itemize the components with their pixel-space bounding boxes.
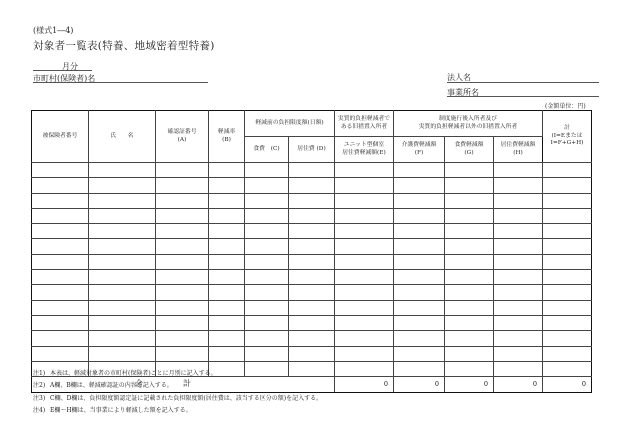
table-row bbox=[32, 346, 592, 361]
entry-cell[interactable] bbox=[32, 270, 89, 285]
entry-cell[interactable] bbox=[445, 270, 494, 285]
entry-cell[interactable] bbox=[156, 239, 209, 254]
entry-cell[interactable] bbox=[156, 285, 209, 300]
entry-cell[interactable] bbox=[543, 331, 592, 346]
entry-cell[interactable] bbox=[32, 315, 89, 330]
entry-cell[interactable] bbox=[289, 331, 335, 346]
entry-cell[interactable] bbox=[89, 224, 156, 239]
header-reduction-rate: 軽減率 (B) bbox=[209, 111, 245, 163]
entry-cell[interactable] bbox=[543, 208, 592, 223]
note-item: 注4) E欄～H欄は、当事業により軽減した額を記入する。 bbox=[33, 407, 192, 415]
entry-cell[interactable] bbox=[209, 193, 245, 208]
corporation-underline bbox=[447, 82, 599, 83]
entry-cell[interactable] bbox=[89, 331, 156, 346]
entry-cell[interactable] bbox=[209, 163, 245, 178]
entry-cell[interactable] bbox=[394, 163, 445, 178]
entry-cell[interactable] bbox=[394, 193, 445, 208]
entry-cell[interactable] bbox=[445, 300, 494, 315]
entry-cell[interactable] bbox=[394, 178, 445, 193]
entry-cell[interactable] bbox=[89, 300, 156, 315]
entry-cell[interactable] bbox=[335, 361, 394, 376]
table-row bbox=[32, 331, 592, 346]
total-row-label: 合計 bbox=[32, 377, 335, 393]
entry-cell[interactable] bbox=[156, 224, 209, 239]
entry-cell[interactable] bbox=[89, 163, 156, 178]
entry-cell[interactable] bbox=[445, 254, 494, 269]
entry-cell[interactable] bbox=[245, 193, 289, 208]
entry-cell[interactable] bbox=[543, 315, 592, 330]
entry-cell[interactable] bbox=[156, 315, 209, 330]
entry-cell[interactable] bbox=[289, 315, 335, 330]
entry-cell[interactable] bbox=[89, 285, 156, 300]
entry-cell[interactable] bbox=[156, 193, 209, 208]
entry-cell[interactable] bbox=[494, 178, 543, 193]
entry-cell[interactable] bbox=[335, 208, 394, 223]
amount-unit-label: (金額単位：円) bbox=[545, 103, 586, 110]
entry-cell[interactable] bbox=[245, 315, 289, 330]
entry-cell[interactable] bbox=[209, 315, 245, 330]
header-food-reduction: 食費軽減額 (G) bbox=[445, 137, 494, 163]
entry-cell[interactable] bbox=[543, 178, 592, 193]
header-unit-reduction: ユニット型個室 居住費軽減額(E) bbox=[335, 137, 394, 163]
entry-cell[interactable] bbox=[445, 224, 494, 239]
entry-cell[interactable] bbox=[289, 254, 335, 269]
entry-cell[interactable] bbox=[543, 270, 592, 285]
entry-cell[interactable] bbox=[245, 285, 289, 300]
entry-cell[interactable] bbox=[335, 300, 394, 315]
entry-cell[interactable] bbox=[394, 254, 445, 269]
entry-cell[interactable] bbox=[394, 361, 445, 376]
entry-cell[interactable] bbox=[445, 208, 494, 223]
entry-cell[interactable] bbox=[335, 331, 394, 346]
entry-cell[interactable] bbox=[394, 208, 445, 223]
entry-cell[interactable] bbox=[289, 346, 335, 361]
entry-cell[interactable] bbox=[394, 331, 445, 346]
entry-cell[interactable] bbox=[89, 270, 156, 285]
entry-cell[interactable] bbox=[494, 163, 543, 178]
table-row bbox=[32, 239, 592, 254]
entry-cell[interactable] bbox=[335, 193, 394, 208]
entry-cell[interactable] bbox=[335, 270, 394, 285]
entry-cell[interactable] bbox=[32, 208, 89, 223]
entry-cell[interactable] bbox=[445, 315, 494, 330]
total-food-reduction: 0 bbox=[445, 377, 494, 393]
table-row bbox=[32, 270, 592, 285]
entry-cell[interactable] bbox=[289, 300, 335, 315]
city-underline bbox=[33, 82, 208, 83]
total-unit-reduction: 0 bbox=[335, 377, 394, 393]
entry-cell[interactable] bbox=[394, 239, 445, 254]
entry-cell[interactable] bbox=[32, 285, 89, 300]
entry-cell[interactable] bbox=[289, 163, 335, 178]
entry-cell[interactable] bbox=[394, 300, 445, 315]
entry-cell[interactable] bbox=[394, 270, 445, 285]
entry-cell[interactable] bbox=[335, 254, 394, 269]
form-number: (様式1―4) bbox=[33, 26, 74, 35]
entry-cell[interactable] bbox=[494, 270, 543, 285]
entry-cell[interactable] bbox=[156, 300, 209, 315]
entry-cell[interactable] bbox=[335, 178, 394, 193]
entry-cell[interactable] bbox=[245, 300, 289, 315]
entry-cell[interactable] bbox=[543, 239, 592, 254]
entry-cell[interactable] bbox=[289, 239, 335, 254]
entry-cell[interactable] bbox=[289, 285, 335, 300]
entry-cell[interactable] bbox=[209, 224, 245, 239]
notes bbox=[33, 368, 322, 418]
entry-cell[interactable] bbox=[32, 254, 89, 269]
entry-cell[interactable] bbox=[245, 224, 289, 239]
entry-cell[interactable] bbox=[209, 300, 245, 315]
target-list-table bbox=[31, 110, 592, 393]
entry-cell[interactable] bbox=[89, 346, 156, 361]
entry-cell[interactable] bbox=[156, 270, 209, 285]
header-old-measure-group: 実質的負担軽減者で ある旧措置入所者 bbox=[335, 111, 394, 137]
entry-cell[interactable] bbox=[156, 163, 209, 178]
entry-cell[interactable] bbox=[335, 224, 394, 239]
entry-cell[interactable] bbox=[445, 285, 494, 300]
header-name: 氏 名 bbox=[89, 111, 156, 163]
header-housing-cost: 居住費 (D) bbox=[289, 137, 335, 163]
table-row bbox=[32, 224, 592, 239]
total-sum: 0 bbox=[543, 377, 592, 393]
table-row bbox=[32, 178, 592, 193]
entry-cell[interactable] bbox=[89, 208, 156, 223]
header-housing-reduction: 居住費軽減額 (H) bbox=[494, 137, 543, 163]
entry-cell[interactable] bbox=[445, 346, 494, 361]
table-row bbox=[32, 163, 592, 178]
entry-cell[interactable] bbox=[394, 346, 445, 361]
entry-cell[interactable] bbox=[32, 193, 89, 208]
entry-cell[interactable] bbox=[289, 178, 335, 193]
entry-cell[interactable] bbox=[245, 346, 289, 361]
entry-cell[interactable] bbox=[394, 285, 445, 300]
entry-cell[interactable] bbox=[394, 315, 445, 330]
entry-cell[interactable] bbox=[245, 239, 289, 254]
entry-cell[interactable] bbox=[209, 178, 245, 193]
header-insured-number: 被保険者番号 bbox=[32, 111, 89, 163]
entry-cell[interactable] bbox=[209, 346, 245, 361]
entry-cell[interactable] bbox=[89, 239, 156, 254]
entry-cell[interactable] bbox=[445, 239, 494, 254]
entry-cell[interactable] bbox=[32, 224, 89, 239]
entry-cell[interactable] bbox=[543, 346, 592, 361]
entry-cell[interactable] bbox=[209, 208, 245, 223]
entry-cell[interactable] bbox=[494, 193, 543, 208]
entry-cell[interactable] bbox=[494, 331, 543, 346]
note-item: 注1) 本表は、軽減対象者の市町村(保険者)ごとに月別に記入する。 bbox=[33, 370, 217, 377]
page-title: 対象者一覧表(特養、地域密着型特養) bbox=[33, 40, 215, 52]
entry-cell[interactable] bbox=[209, 254, 245, 269]
table-row bbox=[32, 254, 592, 269]
entry-cell[interactable] bbox=[209, 239, 245, 254]
entry-cell[interactable] bbox=[289, 224, 335, 239]
entry-cell[interactable] bbox=[494, 239, 543, 254]
entry-cell[interactable] bbox=[32, 163, 89, 178]
entry-cell[interactable] bbox=[543, 285, 592, 300]
entry-cell[interactable] bbox=[494, 208, 543, 223]
table-row bbox=[32, 193, 592, 208]
header-care-reduction: 介護費軽減額 (F) bbox=[394, 137, 445, 163]
entry-cell[interactable] bbox=[245, 254, 289, 269]
table-row bbox=[32, 315, 592, 330]
entry-cell[interactable] bbox=[445, 361, 494, 376]
entry-cell[interactable] bbox=[289, 270, 335, 285]
entry-cell[interactable] bbox=[245, 331, 289, 346]
header-burden-limit-group: 軽減前の負担限度額(日額) bbox=[245, 111, 335, 137]
table-row bbox=[32, 208, 592, 223]
entry-cell[interactable] bbox=[209, 285, 245, 300]
total-care-reduction: 0 bbox=[394, 377, 445, 393]
entry-cell[interactable] bbox=[156, 331, 209, 346]
office-underline bbox=[447, 96, 599, 97]
entry-cell[interactable] bbox=[32, 300, 89, 315]
entry-cell[interactable] bbox=[156, 178, 209, 193]
entry-cell[interactable] bbox=[89, 254, 156, 269]
header-total: 計 (I=Eまたは I=F+G+H) bbox=[543, 111, 592, 163]
entry-cell[interactable] bbox=[89, 315, 156, 330]
entry-cell[interactable] bbox=[494, 224, 543, 239]
entry-cell[interactable] bbox=[494, 315, 543, 330]
entry-cell[interactable] bbox=[32, 178, 89, 193]
corporation-label: 法人名 bbox=[447, 73, 471, 82]
entry-cell[interactable] bbox=[543, 254, 592, 269]
entry-cell[interactable] bbox=[245, 270, 289, 285]
table-row bbox=[32, 300, 592, 315]
month-underline bbox=[33, 70, 92, 71]
note-item: 注3) C欄、D欄は、負担限度額認定証に記載された負担限度額(居住費は、該当する区分の額)を記入する。 bbox=[33, 394, 323, 402]
entry-cell[interactable] bbox=[335, 163, 394, 178]
entry-cell[interactable] bbox=[245, 163, 289, 178]
office-label: 事業所名 bbox=[447, 88, 479, 97]
entry-cell[interactable] bbox=[89, 193, 156, 208]
entry-cell[interactable] bbox=[494, 300, 543, 315]
header-new-resident-group: 制度施行後入所者及び 実質的負担軽減者以外の旧措置入所者 bbox=[394, 111, 543, 137]
entry-cell[interactable] bbox=[335, 346, 394, 361]
entry-cell[interactable] bbox=[445, 178, 494, 193]
entry-cell[interactable] bbox=[156, 254, 209, 269]
entry-cell[interactable] bbox=[543, 193, 592, 208]
entry-cell[interactable] bbox=[32, 346, 89, 361]
entry-cell[interactable] bbox=[445, 163, 494, 178]
total-housing-reduction: 0 bbox=[494, 377, 543, 393]
entry-cell[interactable] bbox=[289, 208, 335, 223]
entry-cell[interactable] bbox=[335, 315, 394, 330]
entry-cell[interactable] bbox=[445, 331, 494, 346]
entry-cell[interactable] bbox=[156, 208, 209, 223]
entry-cell[interactable] bbox=[245, 178, 289, 193]
entry-cell[interactable] bbox=[543, 163, 592, 178]
entry-cell[interactable] bbox=[156, 346, 209, 361]
table-row bbox=[32, 285, 592, 300]
header-cert-number: 確認証番号 (A) bbox=[156, 111, 209, 163]
entry-cell[interactable] bbox=[494, 346, 543, 361]
entry-cell[interactable] bbox=[543, 224, 592, 239]
entry-cell[interactable] bbox=[494, 361, 543, 376]
header-food-cost: 食費 (C) bbox=[245, 137, 289, 163]
entry-cell[interactable] bbox=[494, 254, 543, 269]
entry-cell[interactable] bbox=[543, 300, 592, 315]
entry-cell[interactable] bbox=[209, 270, 245, 285]
entry-cell[interactable] bbox=[494, 285, 543, 300]
entry-cell[interactable] bbox=[32, 331, 89, 346]
entry-cell[interactable] bbox=[209, 331, 245, 346]
entry-cell[interactable] bbox=[32, 239, 89, 254]
entry-cell[interactable] bbox=[543, 361, 592, 376]
entry-cell[interactable] bbox=[394, 224, 445, 239]
entry-cell[interactable] bbox=[335, 239, 394, 254]
entry-cell[interactable] bbox=[289, 193, 335, 208]
month-label: 月分 bbox=[62, 62, 78, 71]
entry-cell[interactable] bbox=[89, 178, 156, 193]
entry-cell[interactable] bbox=[335, 285, 394, 300]
note-item: 注2) A欄、B欄は、軽減確認証の内容を記入する。 bbox=[33, 382, 173, 390]
entry-cell[interactable] bbox=[245, 208, 289, 223]
entry-cell[interactable] bbox=[445, 193, 494, 208]
city-label: 市町村(保険者)名 bbox=[33, 74, 96, 83]
